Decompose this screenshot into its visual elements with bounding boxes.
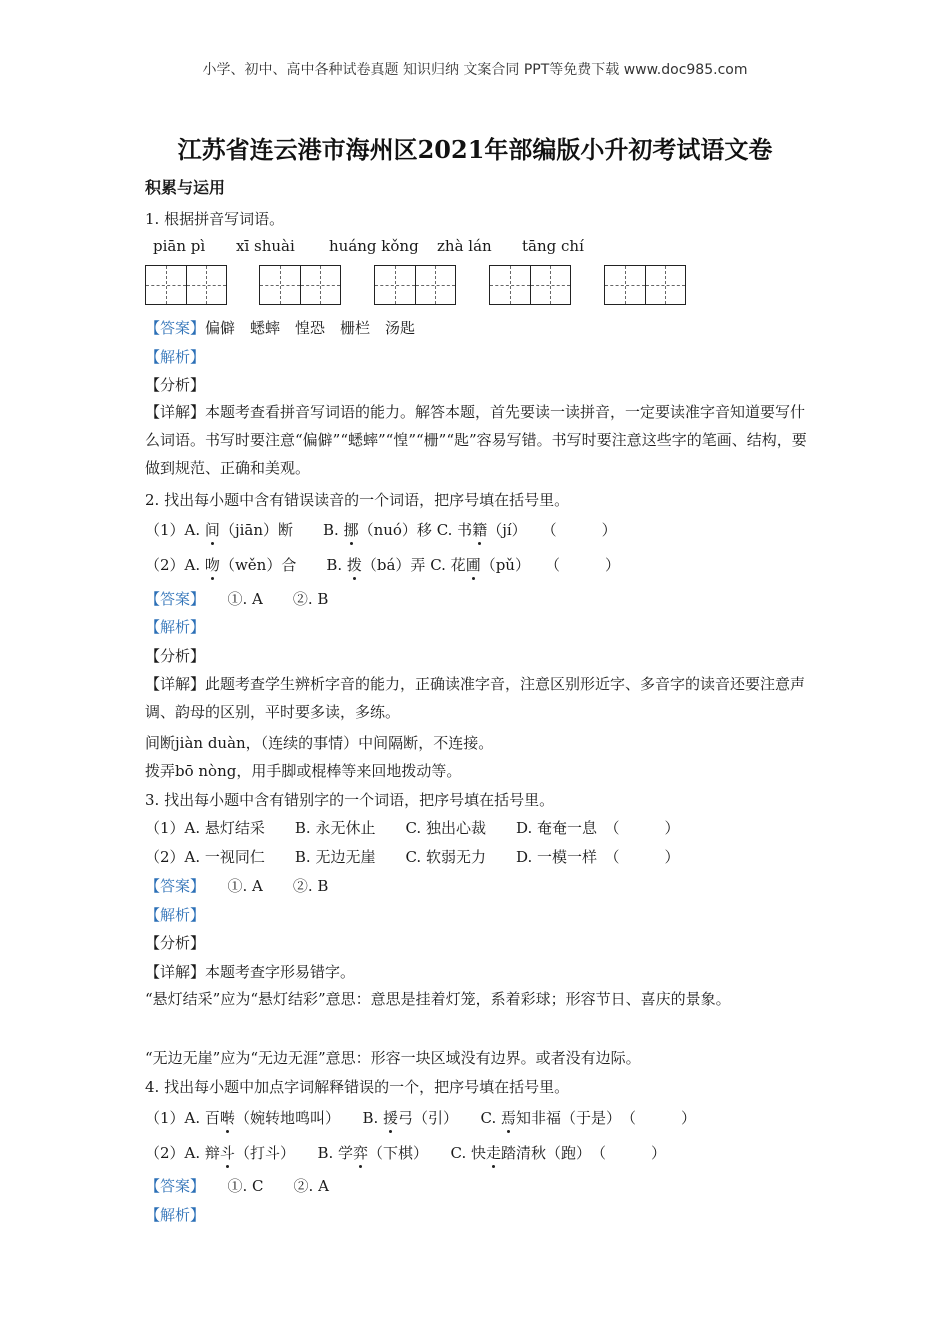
page-header: 小学、初中、高中各种试卷真题 知识归纳 文案合同 PPT等免费下载 www.doc985.com (202, 62, 748, 78)
answer-tag: 【答案】 (145, 877, 198, 895)
section-title: 积累与运用 (145, 178, 226, 197)
q4-stem: 4. 找出每小题中加点字词解释错误的一个，把序号填在括号里。 (145, 1078, 570, 1096)
answer-tag: 【答案】 (145, 1177, 198, 1195)
q4-row-2 (145, 1143, 666, 1163)
detail-tag: 【详解】 (145, 675, 206, 693)
q2-row-2 (145, 555, 620, 575)
q2-detail-text: 此题考查学生辨析字音的能力，正确读准字音，注意区别形近字、多音字的读音还要注意声调、韵母的区别，平时要多读，多练。 (145, 675, 806, 721)
q3-row-1: （1）A. 悬灯结采 B. 永无休止 C. 独出心裁 D. 奄奄一息 （ ） (145, 819, 680, 837)
q4-answer: ①. C ②. A (197, 1177, 329, 1195)
q3-stem: 3. 找出每小题中含有错别字的一个词语，把序号填在括号里。 (145, 791, 555, 809)
q2-r1-text-2: （nuó）移 C. 书 (358, 521, 473, 539)
q2-r1-dotted-2: 挪 (343, 521, 359, 539)
q2-answer-line (145, 589, 328, 609)
q4-answer-line (145, 1176, 329, 1196)
q3-answer: ①. A ②. B (197, 877, 329, 895)
q3-row-2: （2）A. 一视同仁 B. 无边无崖 C. 软弱无力 D. 一模一样 （ ） (145, 848, 680, 866)
q1-pinyin-2: xī shuài (236, 237, 295, 255)
q4-row-1 (145, 1108, 696, 1128)
q4-r2-dotted-3: 走 (486, 1144, 502, 1162)
q2-r2-dotted-1: 吻 (204, 556, 220, 574)
q2-r1-text-3: （jí） （ ） (487, 521, 617, 539)
q4-r1-text-2: 弓（引） C. (398, 1109, 501, 1127)
q1-pinyin-4: zhà lán (437, 237, 492, 255)
q1-pinyin-1: piān pì (153, 237, 206, 255)
q2-answer: ①. A ②. B (197, 590, 329, 608)
q2-r2-dotted-2: 拨 (346, 556, 362, 574)
answer-grid-1[interactable] (145, 265, 227, 305)
q2-r1-dotted-1: 间 (204, 521, 220, 539)
q4-r1-text-3: 知非福（于是） （ ） (516, 1109, 697, 1127)
answer-tag: 【答案】 (145, 319, 206, 337)
q2-note-1: 间断jiàn duàn，（连续的事情）中间隔断，不连接。 (145, 734, 494, 752)
q4-r1-text-1: （婉转地鸣叫） B. (234, 1109, 383, 1127)
q4-r2-text-2: （下棋） C. 快 (368, 1144, 486, 1162)
q2-r2-text-0: （2）A. (145, 556, 205, 574)
answer-grid-4[interactable] (489, 265, 571, 305)
answer-grid-5[interactable] (604, 265, 686, 305)
q2-row-1 (145, 520, 617, 540)
q2-detail (145, 670, 810, 726)
detail-tag: 【详解】 (145, 403, 206, 421)
q3-answer-line (145, 876, 328, 896)
answer-grid-2[interactable] (259, 265, 341, 305)
q4-r1-dotted-3: 焉 (501, 1109, 517, 1127)
answer-tag: 【答案】 (145, 590, 198, 608)
q1-answer: 偏僻 蟋蟀 惶恐 栅栏 汤匙 (205, 319, 416, 337)
q4-r2-text-0: （2）A. 辩 (145, 1144, 220, 1162)
q1-pinyin-3: huáng kǒng (329, 237, 419, 255)
q4-r2-dotted-2: 弈 (353, 1144, 369, 1162)
q2-r2-text-1: （wěn）合 B. (219, 556, 347, 574)
q3-fenxi-tag: 【分析】 (145, 934, 206, 952)
q3-analysis-tag: 【解析】 (145, 906, 206, 924)
q2-fenxi-tag: 【分析】 (145, 647, 206, 665)
q4-r2-dotted-1: 斗 (219, 1144, 235, 1162)
q4-r2-text-3: 踏清秋（跑） （ ） (501, 1144, 667, 1162)
q2-r2-text-3: （pǔ） （ ） (480, 556, 620, 574)
q4-r2-text-1: （打斗） B. 学 (234, 1144, 353, 1162)
q2-r1-text-1: （jiān）断 B. (219, 521, 344, 539)
q4-analysis-tag: 【解析】 (145, 1206, 206, 1224)
q1-detail (145, 398, 810, 482)
page-title: 江苏省连云港市海州区2021年部编版小升初考试语文卷 (177, 135, 773, 164)
q1-fenxi-tag: 【分析】 (145, 376, 206, 394)
detail-tag: 【详解】 (145, 963, 206, 981)
q2-note-2: 拨弄bō nòng，用手脚或棍棒等来回地拨动等。 (145, 762, 462, 780)
q2-r1-dotted-3: 籍 (472, 521, 488, 539)
q4-r1-dotted-2: 援 (383, 1109, 399, 1127)
q1-answer-line (145, 318, 415, 338)
q1-analysis-tag: 【解析】 (145, 348, 206, 366)
q1-detail-text: 本题考查看拼音写词语的能力。解答本题，首先要读一读拼音，一定要读准字音知道要写什么词语。书写时要注意“偏僻”“蟋蟀”“惶”“栅”“匙”容易写错。书写时要注意这些字的笔画、结构，要做到规范、正确和美观。 (145, 403, 807, 477)
q3-note-1: “悬灯结采”应为“悬灯结彩”意思：意思是挂着灯笼，系着彩球；形容节日、喜庆的景象。 (145, 990, 731, 1008)
q4-r1-text-0: （1）A. 百 (145, 1109, 220, 1127)
q2-r2-text-2: （bá）弄 C. 花 (361, 556, 466, 574)
q3-detail-text: 本题考查字形易错字。 (205, 963, 356, 981)
q3-detail (145, 962, 355, 982)
q2-stem: 2. 找出每小题中含有错误读音的一个词语，把序号填在括号里。 (145, 491, 570, 509)
q1-pinyin-5: tāng chí (522, 237, 584, 255)
q2-r2-dotted-3: 圃 (465, 556, 481, 574)
q4-r1-dotted-1: 啭 (219, 1109, 235, 1127)
answer-grid-3[interactable] (374, 265, 456, 305)
q1-stem: 1. 根据拼音写词语。 (145, 210, 285, 228)
q2-analysis-tag: 【解析】 (145, 618, 206, 636)
q3-note-2: “无边无崖”应为“无边无涯”意思：形容一块区域没有边界。或者没有边际。 (145, 1049, 641, 1067)
q2-r1-text-0: （1）A. (145, 521, 205, 539)
